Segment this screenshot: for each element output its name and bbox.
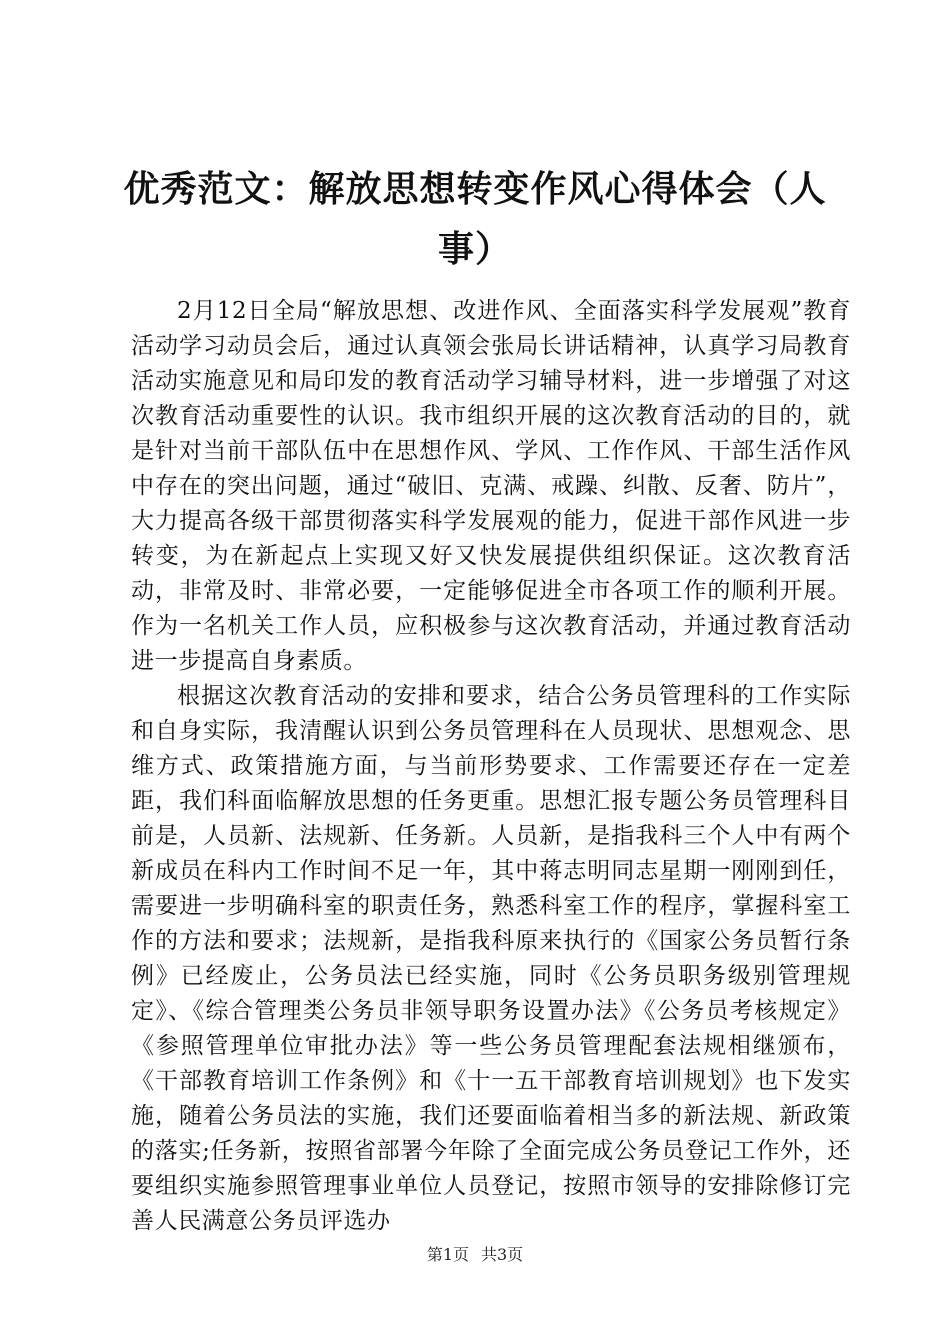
paragraph-1: 2月12日全局“解放思想、改进作风、全面落实科学发展观”教育活动学习动员会后，通过认真领会张局长讲话精神，认真学习局教育活动实施意见和局印发的教育活动学习辅导材料，进一步增强了对这次教育活动重要性的认识。我市组织开展的这次教育活动的目的，就是针对当前干部队伍中在思想作风、学风、工作作风、干部生活作风中存在的突出问题，通过“破旧、克满、戒躁、纠散、反奢、防片”，大力提高各级干部贯彻落实科学发展观的能力，促进干部作风进一步转变，为在新起点上实现又好又快发展提供组织保证。这次教育活动，非常及时、非常必要，一定能够促进全市各项工作的顺利开展。作为一名机关工作人员，应积极参与这次教育活动，并通过教育活动进一步提高自身素质。 <box>131 298 851 674</box>
page-number: 第1页 <box>426 1245 469 1264</box>
paragraph-2: 根据这次教育活动的安排和要求，结合公务员管理科的工作实际和自身实际，我清醒认识到公务员管理科在人员现状、思想观念、思维方式、政策措施方面，与当前形势要求、工作需要还存在一定差距，我们科面临解放思想的任务更重。思想汇报专题公务员管理科目前是，人员新、法规新、任务新。人员新，是指我科三个人中有两个新成员在科内工作时间不足一年，其中蒋志明同志星期一刚刚到任，需要进一步明确科室的职责任务，熟悉科室工作的程序，掌握科室工作的方法和要求；法规新，是指我科原来执行的《国家公务员暂行条例》已经废止，公务员法已经实施，同时《公务员职务级别管理规定》、《综合管理类公务员非领导职务设置办法》《公务员考核规定》《参照管理单位审批办法》等一些公务员管理配套法规相继颁布，《干部教育培训工作条例》和《十一五干部教育培训规划》也下发实施，随着公务员法的实施，我们还要面临着相当多的新法规、新政策的落实;任务新，按照省部署今年除了全面完成公务员登记工作外，还要组织实施参照管理事业单位人员登记，按照市领导的安排除修订完善人民满意公务员评选办 <box>131 683 851 1234</box>
document-body <box>131 294 851 1239</box>
page-footer <box>0 1245 950 1265</box>
page-total: 共3页 <box>481 1245 524 1264</box>
document-title: 优秀范文：解放思想转变作风心得体会（人事） <box>123 169 827 270</box>
